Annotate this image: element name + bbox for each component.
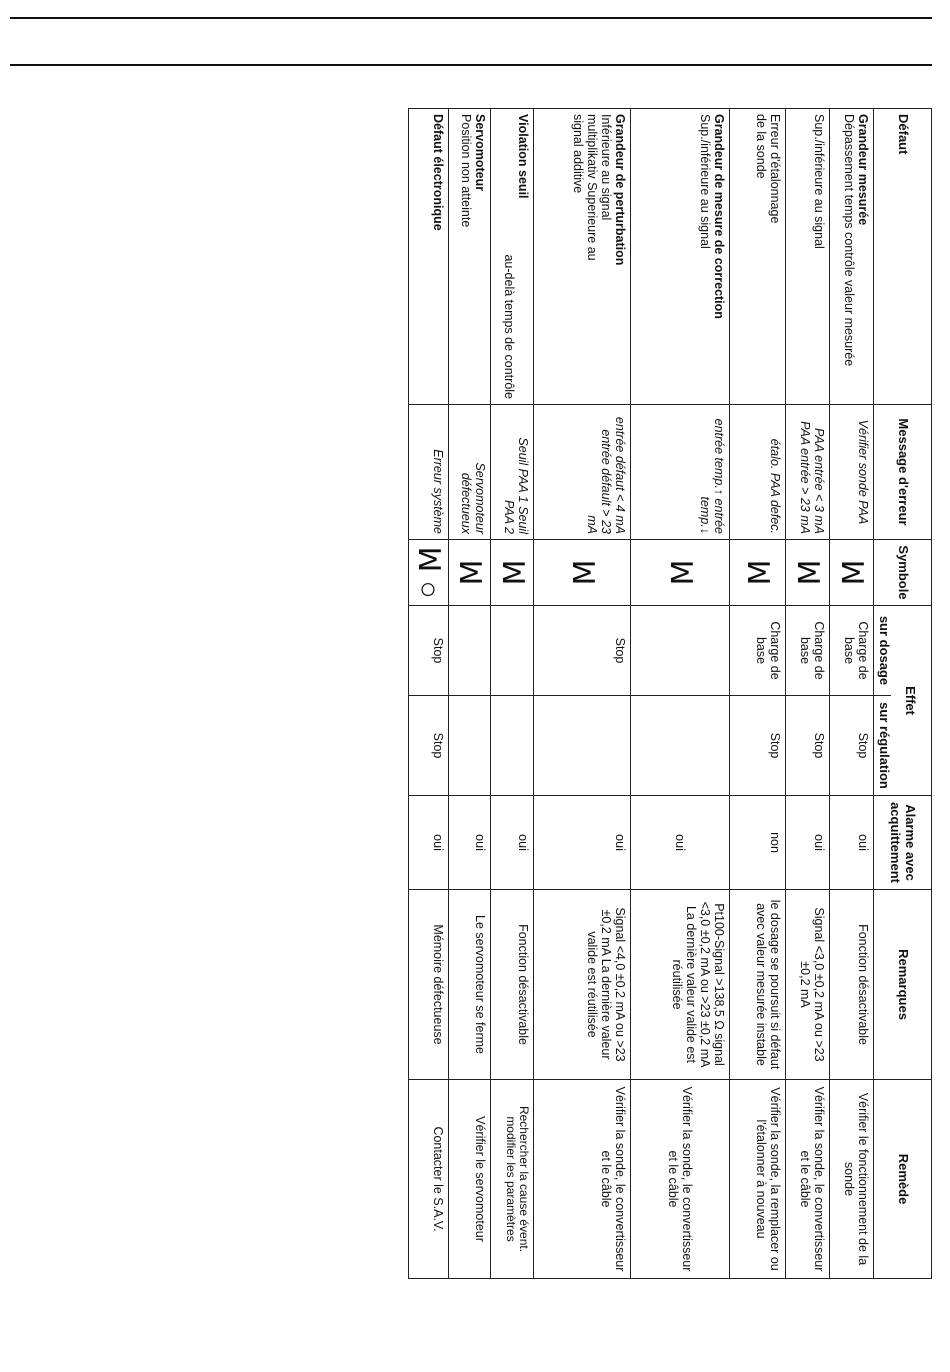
cell-remede: Vérifier la sonde, le convertisseur et le câble xyxy=(533,1080,630,1279)
row-subtitle: Inférieure au signal multiplikativ Superieure au signal additive xyxy=(570,114,613,261)
cell-symbol: ꟽ xyxy=(490,540,533,606)
cell-regulation xyxy=(533,696,630,796)
top-rule xyxy=(10,17,932,19)
row-title: Défaut électronique xyxy=(430,114,445,231)
row-title: Grandeur de perturbation xyxy=(612,114,627,266)
cell-defaut xyxy=(630,109,729,405)
cell-remede: Vérifier la sonde, le convertisseur et le câble xyxy=(630,1080,729,1279)
cell-remede: Vérifier la sonde, le convertisseur et le câble xyxy=(785,1080,829,1279)
header-remede: Remède xyxy=(873,1080,931,1279)
cell-regulation xyxy=(630,696,729,796)
header-symbole: Symbole xyxy=(873,540,931,606)
header-remarques: Remarques xyxy=(873,890,931,1080)
cell-remede: Rechercher la cause évent. modifier les paramètres xyxy=(490,1080,533,1279)
cell-symbol: ꟽ xyxy=(729,540,785,606)
row-title: Grandeur mesurée xyxy=(855,114,870,226)
cell-message: entrée temp.↑ entrée temp.↓ xyxy=(630,405,729,540)
cell-remarques: Signal <4,0 ±0,2 mA ou >23 ±0,2 mA La dernière valeur valide est réutilisée xyxy=(533,890,630,1080)
cell-dosage: Charge de base xyxy=(829,606,873,696)
cell-symbol: ꟽ xyxy=(829,540,873,606)
cell-dosage xyxy=(630,606,729,696)
cell-regulation: Stop xyxy=(408,696,448,796)
cell-remede: Vérifier la sonde, la remplacer ou l'étalonner à nouveau xyxy=(729,1080,785,1279)
table-row xyxy=(408,109,448,1279)
table-row xyxy=(785,109,829,1279)
row-subtitle: Erreur d'étalonnage de la sonde xyxy=(753,114,782,224)
cell-defaut xyxy=(829,109,873,405)
cell-remede: Vérifier le fonctionnement de la sonde xyxy=(829,1080,873,1279)
cell-regulation xyxy=(448,696,490,796)
cell-message: Servomoteur défectueux xyxy=(448,405,490,540)
row-title: Servomoteur xyxy=(472,114,487,192)
cell-remarques: Signal <3,0 ±0,2 mA ou >23 ±0,2 mA xyxy=(785,890,829,1080)
header-message: Message d'erreur xyxy=(873,405,931,540)
table-row xyxy=(630,109,729,1279)
cell-defaut xyxy=(785,109,829,405)
table-row xyxy=(490,109,533,1279)
cell-alarme: oui xyxy=(829,796,873,890)
cell-remede: Contacter le S.A.V. xyxy=(408,1080,448,1279)
cell-alarme: oui xyxy=(490,796,533,890)
cell-alarme: oui xyxy=(408,796,448,890)
cell-dosage: Charge de base xyxy=(729,606,785,696)
header-effet-regulation: sur régulation xyxy=(873,696,891,796)
header-alarme: Alarme avec acquittement xyxy=(873,796,931,890)
table-row xyxy=(829,109,873,1279)
cell-alarme: oui xyxy=(533,796,630,890)
cell-message: Vérifier sonde PAA xyxy=(829,405,873,540)
cell-message: Erreur système xyxy=(408,405,448,540)
table-row xyxy=(729,109,785,1279)
cell-dosage: Stop xyxy=(408,606,448,696)
row-subtitle: Dépassement temps contrôle valeur mesurée xyxy=(841,114,856,367)
cell-dosage xyxy=(448,606,490,696)
cell-message: étalo. PAA defec. xyxy=(729,405,785,540)
cell-defaut xyxy=(408,109,448,405)
error-table xyxy=(408,108,932,1279)
row-subtitle: Sup./inférieure au signal xyxy=(697,114,712,249)
header-effet-dosage: sur dosage xyxy=(873,606,891,696)
cell-defaut xyxy=(490,109,533,405)
cell-dosage: Stop xyxy=(533,606,630,696)
cell-alarme: oui xyxy=(630,796,729,890)
header-effet: Effet xyxy=(892,606,932,796)
cell-regulation: Stop xyxy=(729,696,785,796)
cell-regulation: Stop xyxy=(829,696,873,796)
cell-dosage: Charge de base xyxy=(785,606,829,696)
cell-regulation xyxy=(490,696,533,796)
cell-remarques: Fonction désactivable xyxy=(490,890,533,1080)
cell-alarme: oui xyxy=(785,796,829,890)
cell-remede: Vérifier le servomoteur xyxy=(448,1080,490,1279)
cell-message: entrée défaut < 4 mA entrée défault > 23 mA xyxy=(533,405,630,540)
cell-symbol: ꟽ xyxy=(630,540,729,606)
table-row xyxy=(448,109,490,1279)
cell-symbol: ꟽ xyxy=(785,540,829,606)
cell-defaut xyxy=(533,109,630,405)
cell-message: PAA entrée < 3 mA PAA entrée > 23 mA xyxy=(785,405,829,540)
cell-defaut xyxy=(448,109,490,405)
table-row xyxy=(533,109,630,1279)
cell-remarques: Fonction désactivable xyxy=(829,890,873,1080)
cell-regulation: Stop xyxy=(785,696,829,796)
cell-alarme: non xyxy=(729,796,785,890)
row-subtitle: au-delà temps de contrôle xyxy=(501,254,516,399)
cell-dosage xyxy=(490,606,533,696)
cell-remarques: le dosage se poursuit si défaut avec valeur mesurée instable xyxy=(729,890,785,1080)
cell-symbol: ꟽ xyxy=(533,540,630,606)
row-subtitle: Sup./inférieure au signal xyxy=(811,114,826,249)
cell-alarme: oui xyxy=(448,796,490,890)
header-rule xyxy=(10,64,932,66)
cell-defaut xyxy=(729,109,785,405)
table-header-row xyxy=(892,109,932,1279)
cell-remarques: Mémoire défectueuse xyxy=(408,890,448,1080)
cell-remarques: Le servomoteur se ferme xyxy=(448,890,490,1080)
cell-remarques: Pt100-Signal >138,5 Ω signal <3,0 ±0,2 mA ou >23 ±0,2 mA La dernière valeur valide est réutilisée xyxy=(630,890,729,1080)
error-table-rotated xyxy=(414,108,932,1278)
row-title: Violation seuil xyxy=(515,114,530,199)
row-title: Grandeur de mesure de correction xyxy=(711,114,726,319)
header-defaut: Défaut xyxy=(873,109,931,405)
cell-symbol: ꟽ ○ xyxy=(408,540,448,606)
cell-message: Seuil PAA 1 Seuil PAA 2 xyxy=(490,405,533,540)
row-subtitle: Position non atteinte xyxy=(458,114,473,228)
cell-symbol: ꟽ xyxy=(448,540,490,606)
